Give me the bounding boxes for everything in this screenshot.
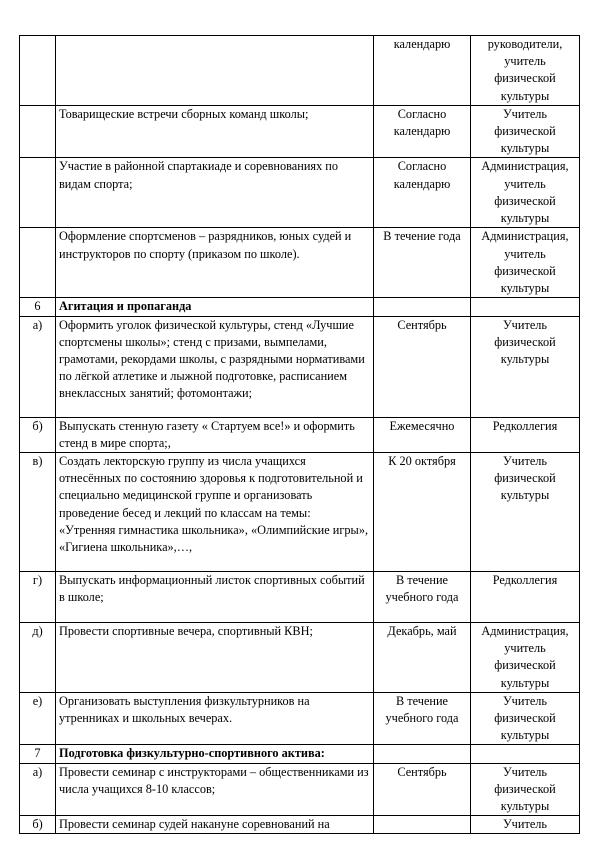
date-cell: Сентябрь bbox=[374, 316, 471, 417]
date-cell: Декабрь, май bbox=[374, 623, 471, 693]
responsible-cell: Учитель bbox=[471, 816, 580, 834]
date-cell: Согласно календарю bbox=[374, 158, 471, 228]
date-cell: К 20 октября bbox=[374, 453, 471, 572]
table-row bbox=[20, 816, 580, 834]
date-cell: В течение учебного года bbox=[374, 572, 471, 623]
date-cell: Ежемесячно bbox=[374, 417, 471, 452]
activity-cell: Товарищеские встречи сборных команд школы; bbox=[56, 105, 374, 158]
activity-cell: Оформление спортсменов – разрядников, юных судей и инструкторов по спорту (приказом по школе). bbox=[56, 228, 374, 298]
item-number-cell bbox=[20, 158, 56, 228]
item-number-cell: а) bbox=[20, 316, 56, 417]
item-number-cell: в) bbox=[20, 453, 56, 572]
date-cell: Сентябрь bbox=[374, 763, 471, 816]
activity-cell: Оформить уголок физической культуры, стенд «Лучшие спортсмены школы»; стенд с призами, вымпелами, грамотами, рекордами школы, с разрядными нормативами по лёгкой атлетике и лыжной подготовке, расписанием внеклассных занятий; фотомонтажи; bbox=[56, 316, 374, 417]
responsible-cell: Администрация, учитель физической культуры bbox=[471, 623, 580, 693]
date-cell: В течение учебного года bbox=[374, 692, 471, 745]
responsible-cell: руководители, учитель физической культуры bbox=[471, 36, 580, 106]
responsible-cell: Редколлегия bbox=[471, 572, 580, 623]
item-number-cell bbox=[20, 36, 56, 106]
responsible-cell: Администрация, учитель физической культуры bbox=[471, 158, 580, 228]
item-number-cell: б) bbox=[20, 816, 56, 834]
date-cell: Согласно календарю bbox=[374, 105, 471, 158]
responsible-cell bbox=[471, 745, 580, 763]
item-number-cell bbox=[20, 228, 56, 298]
activity-cell: Участие в районной спартакиаде и соревнованиях по видам спорта; bbox=[56, 158, 374, 228]
item-number-cell: г) bbox=[20, 572, 56, 623]
table-row bbox=[20, 417, 580, 452]
item-number-cell: а) bbox=[20, 763, 56, 816]
activity-cell: Создать лекторскую группу из числа учащихся отнесённых по состоянию здоровья к подготовительной и специально медицинской группе и организовать проведение бесед и лекций по классам на темы: «Утренняя гимнастика школьника», «Олимпийские игры», «Гигиена школьника»,…, bbox=[56, 453, 374, 572]
table-row bbox=[20, 763, 580, 816]
date-cell: календарю bbox=[374, 36, 471, 106]
activity-cell: Провести семинар с инструкторами – общественниками из числа учащихся 8-10 классов; bbox=[56, 763, 374, 816]
table-row bbox=[20, 105, 580, 158]
table-row bbox=[20, 623, 580, 693]
section-title-cell: Агитация и пропаганда bbox=[56, 298, 374, 316]
section-title-cell: Подготовка физкультурно-спортивного актива: bbox=[56, 745, 374, 763]
table-row bbox=[20, 453, 580, 572]
date-cell bbox=[374, 298, 471, 316]
responsible-cell: Учитель физической культуры bbox=[471, 316, 580, 417]
plan-table-body bbox=[20, 36, 580, 834]
section-header-row bbox=[20, 745, 580, 763]
activity-cell: Выпускать стенную газету « Стартуем все!» и оформить стенд в мире спорта;, bbox=[56, 417, 374, 452]
activity-cell: Организовать выступления физкультурников на утренниках и школьных вечерах. bbox=[56, 692, 374, 745]
table-row bbox=[20, 228, 580, 298]
table-row bbox=[20, 316, 580, 417]
responsible-cell: Редколлегия bbox=[471, 417, 580, 452]
responsible-cell: Учитель физической культуры bbox=[471, 105, 580, 158]
item-number-cell bbox=[20, 105, 56, 158]
section-header-row bbox=[20, 298, 580, 316]
activity-cell: Провести семинар судей накануне соревнований на bbox=[56, 816, 374, 834]
date-cell: В течение года bbox=[374, 228, 471, 298]
responsible-cell: Учитель физической культуры bbox=[471, 763, 580, 816]
table-row bbox=[20, 692, 580, 745]
item-number-cell: б) bbox=[20, 417, 56, 452]
plan-table bbox=[19, 35, 580, 834]
table-row bbox=[20, 36, 580, 106]
item-number-cell: 6 bbox=[20, 298, 56, 316]
responsible-cell bbox=[471, 298, 580, 316]
activity-cell: Выпускать информационный листок спортивных событий в школе; bbox=[56, 572, 374, 623]
item-number-cell: е) bbox=[20, 692, 56, 745]
activity-cell: Провести спортивные вечера, спортивный КВН; bbox=[56, 623, 374, 693]
responsible-cell: Администрация, учитель физической культуры bbox=[471, 228, 580, 298]
item-number-cell: д) bbox=[20, 623, 56, 693]
responsible-cell: Учитель физической культуры bbox=[471, 453, 580, 572]
item-number-cell: 7 bbox=[20, 745, 56, 763]
responsible-cell: Учитель физической культуры bbox=[471, 692, 580, 745]
table-row bbox=[20, 158, 580, 228]
table-row bbox=[20, 572, 580, 623]
date-cell bbox=[374, 745, 471, 763]
date-cell bbox=[374, 816, 471, 834]
activity-cell bbox=[56, 36, 374, 106]
